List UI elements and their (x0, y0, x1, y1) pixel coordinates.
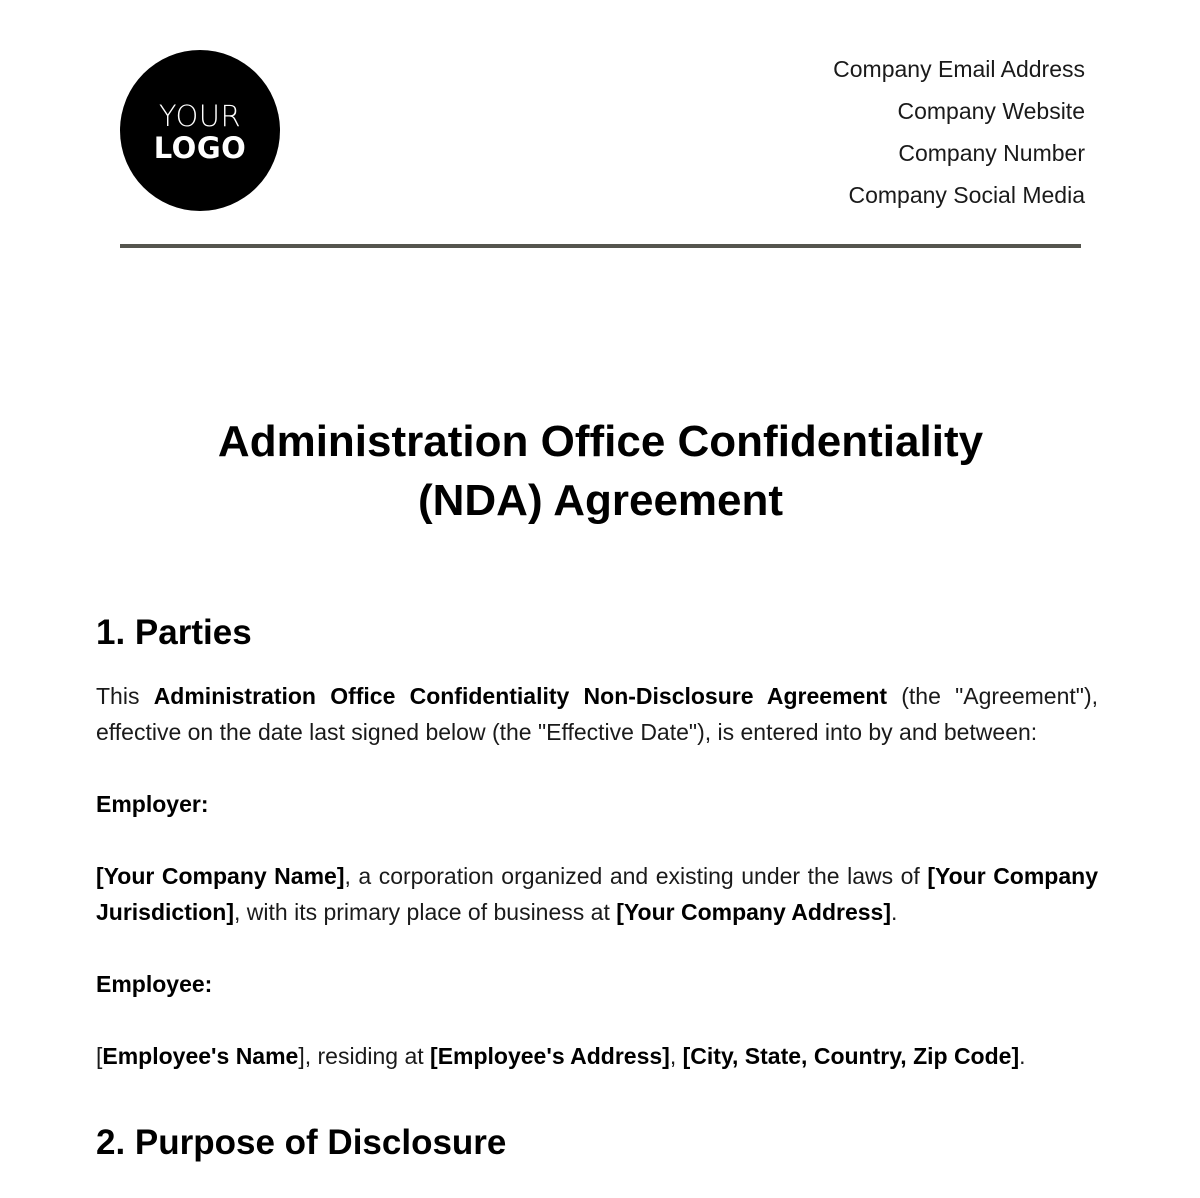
employee-name: Employee's Name (102, 1043, 299, 1069)
company-social-media: Company Social Media (848, 182, 1085, 208)
employee-sep: , (669, 1043, 683, 1069)
employee-end: . (1019, 1043, 1026, 1069)
employee-label: Employee: (96, 971, 213, 997)
employer-address: [Your Company Address] (616, 899, 891, 925)
employer-end: . (891, 899, 898, 925)
document-title-line2: (NDA) Agreement (417, 476, 784, 525)
parties-intro-paragraph (96, 678, 1098, 750)
company-website: Company Website (897, 98, 1085, 124)
employer-paragraph (96, 858, 1098, 930)
section-heading-purpose: 2. Purpose of Disclosure (96, 1123, 507, 1162)
intro-pre-text: This (96, 683, 154, 709)
employee-location: [City, State, Country, Zip Code] (682, 1043, 1020, 1069)
employee-text: ], residing at (298, 1043, 431, 1069)
company-contact-block (833, 54, 1085, 222)
header-divider (120, 244, 1081, 248)
employer-jurisdiction: [Your Company Jurisdiction] (96, 863, 1098, 925)
company-number: Company Number (898, 140, 1085, 166)
intro-post-text: (the "Agreement"), effective on the date last signed below (the "Effective Date"), is entered into by and between: (96, 683, 1098, 745)
document-body (96, 610, 1098, 1188)
document-title-line1: Administration Office Confidentiality (217, 417, 984, 466)
logo-text-your: YOUR (158, 98, 242, 133)
company-email: Company Email Address (833, 56, 1085, 82)
section-heading-parties: 1. Parties (96, 613, 252, 652)
employer-text-2: , with its primary place of business at (234, 899, 617, 925)
employee-address: [Employee's Address] (430, 1043, 670, 1069)
employer-company-name: [Your Company Name] (96, 863, 345, 889)
company-logo (120, 50, 280, 211)
employer-label: Employer: (96, 791, 209, 817)
employee-paragraph (96, 1038, 1098, 1074)
document-title (120, 412, 1081, 530)
agreement-name: Administration Office Confidentiality Non-Disclosure Agreement (153, 683, 888, 709)
employee-open-bracket: [ (96, 1043, 103, 1069)
logo-text-logo: LOGO (153, 130, 247, 165)
employer-text-1: , a corporation organized and existing under the laws of (344, 863, 928, 889)
